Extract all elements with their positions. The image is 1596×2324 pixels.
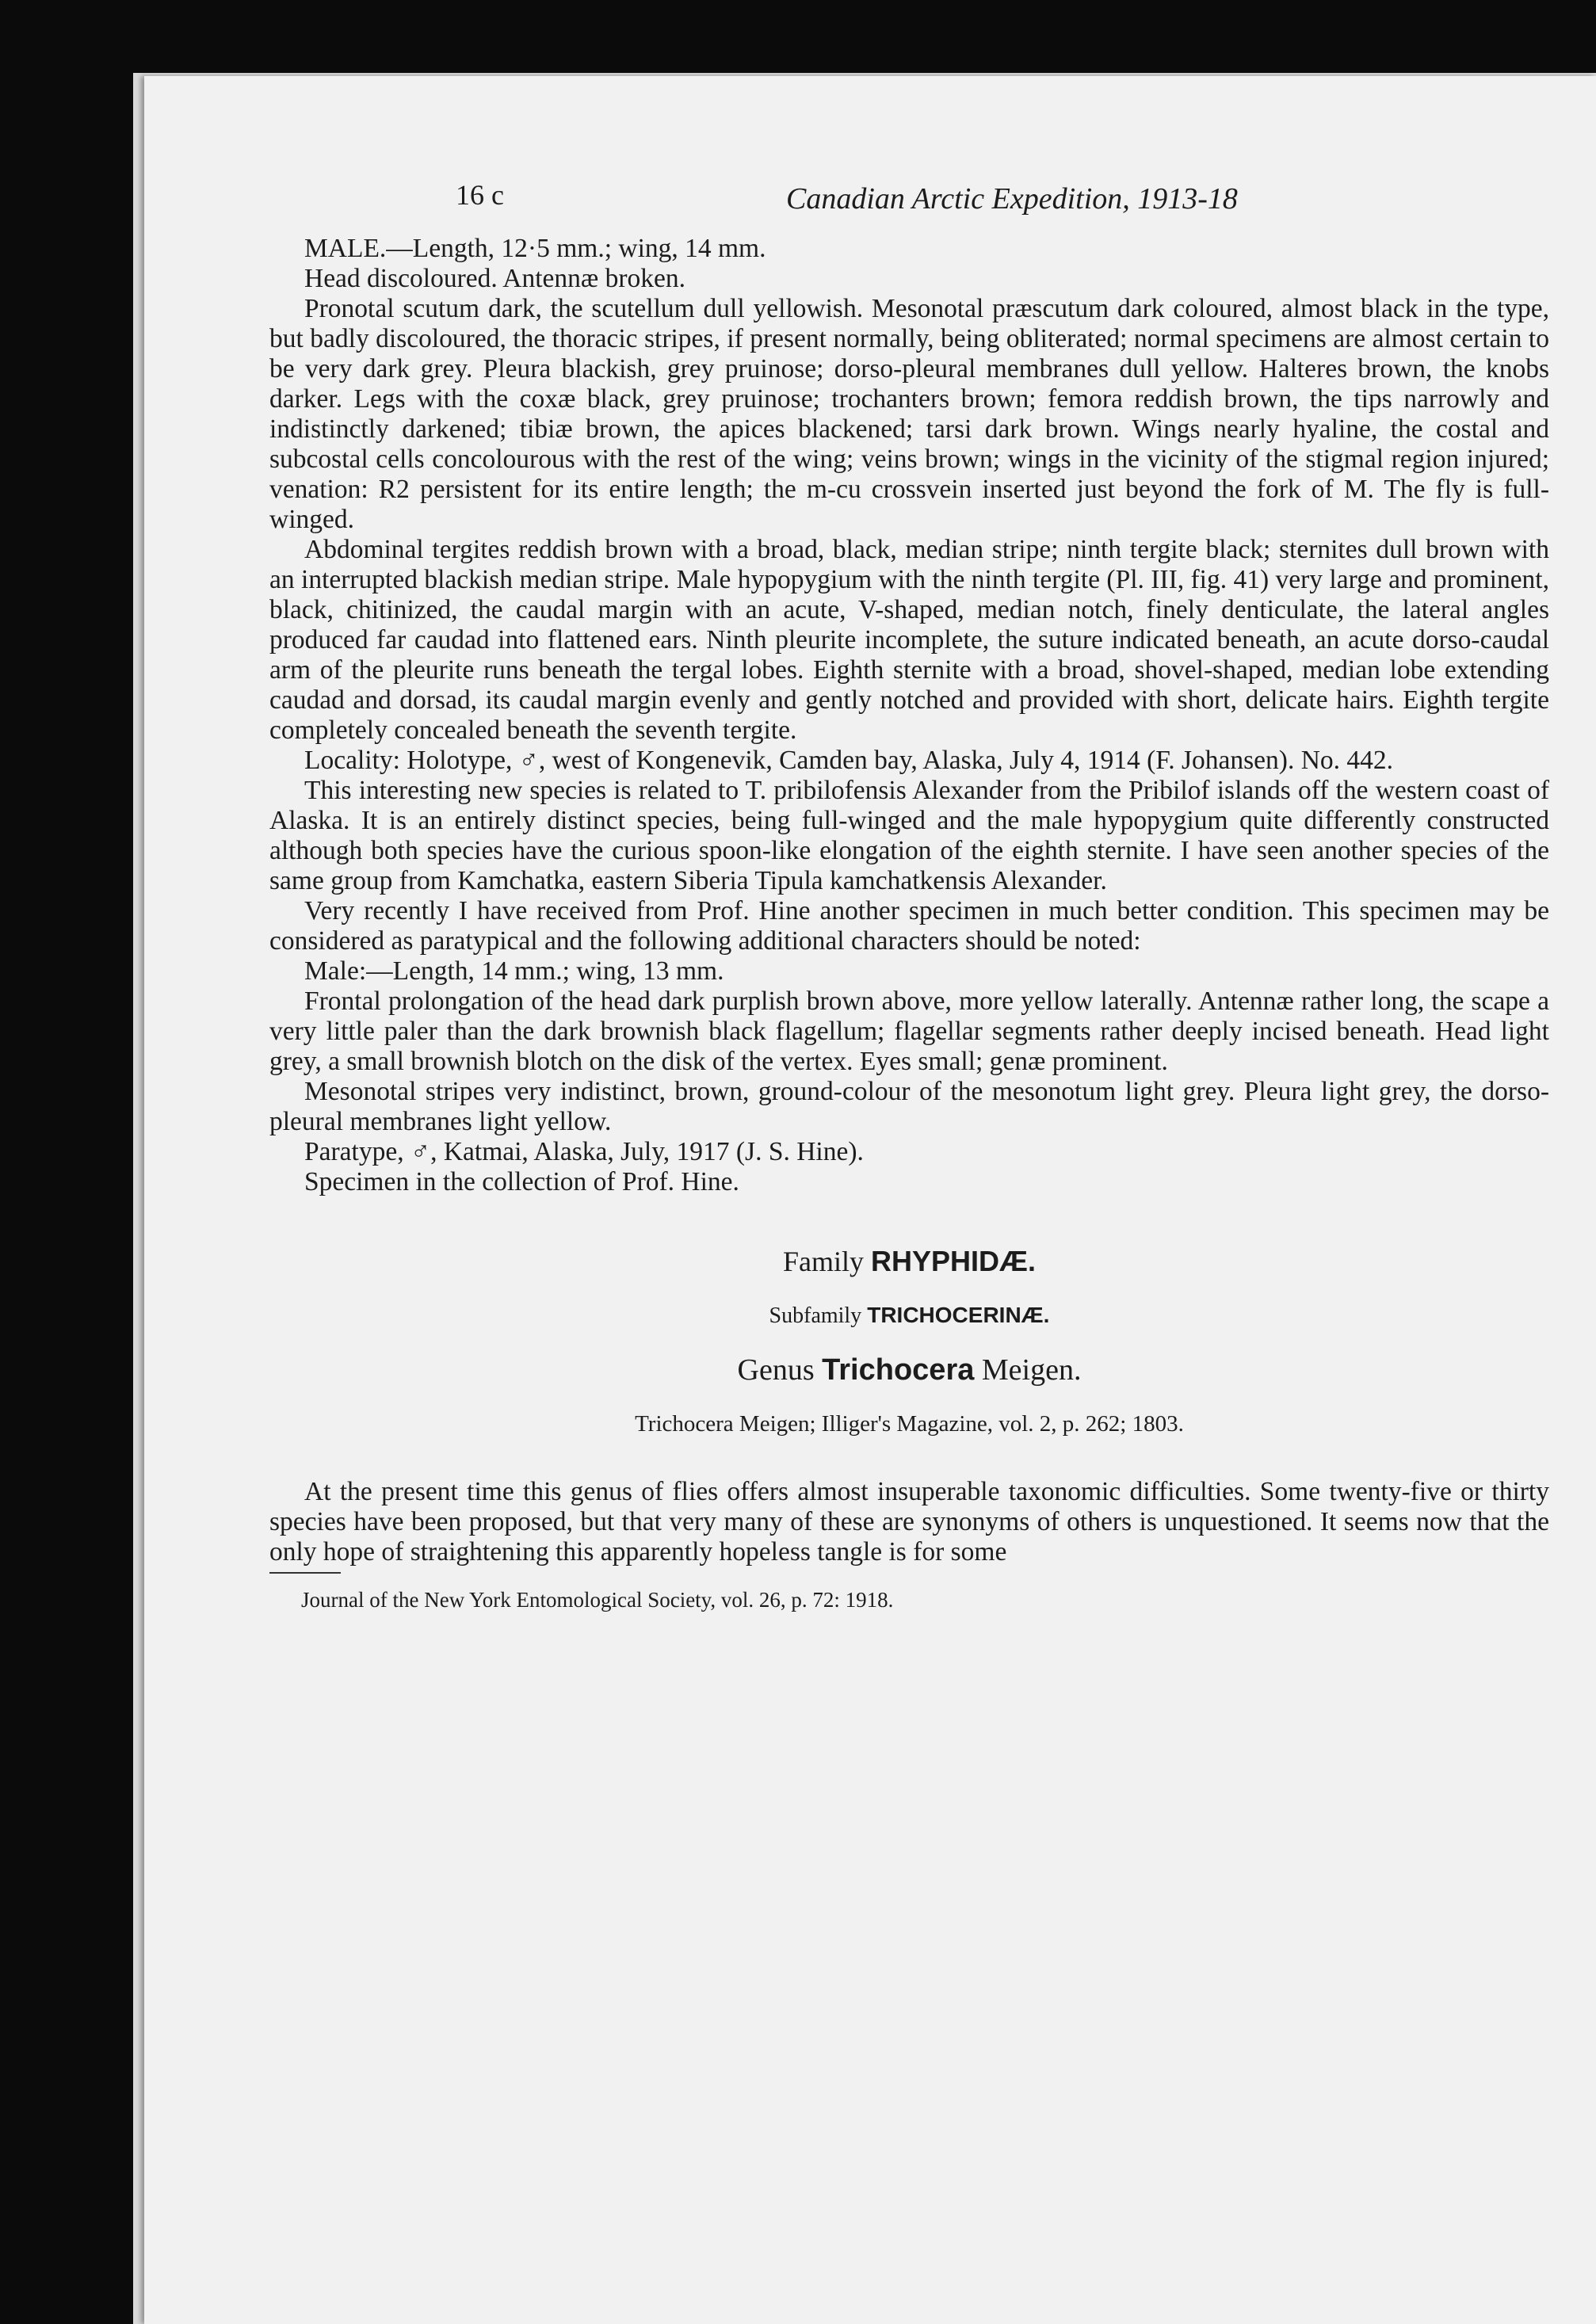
paragraph-genus-intro: At the present time this genus of flies offers almost insuperable taxonomic difficulties. Some twenty-five or thirty species have been proposed, but that very many of these are synonyms of others is unquestioned. It seems now that the only hope of straightening this apparently hopeless tangle is for some — [269, 1477, 1549, 1567]
subfamily-heading — [269, 1300, 1549, 1331]
genus-prefix: Genus — [737, 1353, 815, 1387]
genus-heading — [269, 1355, 1549, 1385]
paragraph-paratype-thorax: Mesonotal stripes very indistinct, brown, ground-colour of the mesonotum light grey. Pleura light grey, the dorso-pleural membranes light yellow. — [269, 1077, 1549, 1136]
family-name: RHYPHIDÆ. — [870, 1245, 1037, 1277]
paragraph-relation: This interesting new species is related to T. pribilofensis Alexander from the Pribilof islands off the western coast of Alaska. It is an entirely distinct species, being full-winged and the male hypopygium quite differently constructed although both species have the curious spoon-like elongation of the eighth sternite. I have seen another species of the same group from Kamchatka, eastern Siberia Tipula kamchatkensis Alexander. — [269, 776, 1549, 895]
genus-citation: Trichocera Meigen; Illiger's Magazine, vol. 2, p. 262; 1803. — [635, 1411, 1184, 1437]
running-title: Canadian Arctic Expedition, 1913-18 — [786, 182, 1238, 216]
page-number: 16 c — [456, 179, 504, 211]
family-prefix: Family — [782, 1246, 864, 1277]
paragraph-locality: Locality: Holotype, ♂, west of Kongenevik, Camden bay, Alaska, July 4, 1914 (F. Johansen). No. 442. — [304, 746, 1394, 775]
paragraph-thorax: Pronotal scutum dark, the scutellum dull yellowish. Mesonotal præscutum dark coloured, almost black in the type, but badly discoloured, the thoracic stripes, if present normally, being obliterated; normal specimens are almost certain to be very dark grey. Pleura blackish, grey pruinose; dorso-pleural membranes dull yellow. Halteres brown, the knobs darker. Legs with the coxæ black, grey pruinose; trochanters brown; femora reddish brown, the tips narrowly and indistinctly darkened; tibiæ brown, the apices blackened; tarsi dark brown. Wings nearly hyaline, the costal and subcostal cells concolourous with the rest of the wing; veins brown; wings in the vicinity of the stigmal region injured; venation: R2 persistent for its entire length; the m-cu crossvein inserted just beyond the fork of M. The fly is full-winged. — [269, 294, 1549, 534]
paragraph-paratype-intro: Very recently I have received from Prof. Hine another specimen in much better condition. This specimen may be considered as paratypical and the following additional characters should be noted: — [269, 896, 1549, 956]
subfamily-prefix: Subfamily — [769, 1303, 862, 1328]
body-text — [269, 234, 1549, 1615]
paragraph-male-length: MALE.—Length, 12·5 mm.; wing, 14 mm. — [304, 234, 766, 263]
paragraph-abdomen: Abdominal tergites reddish brown with a broad, black, median stripe; ninth tergite black; sternites dull brown with an interrupted blackish median stripe. Male hypopygium with the ninth tergite (Pl. III, fig. 41) very large and prominent, black, chitinized, the caudal margin with an acute, V-shaped, median notch, finely denticulate, the lateral angles produced far caudad into flattened ears. Ninth pleurite incomplete, the suture indicated beneath, an acute dorso-caudal arm of the pleurite runs beneath the tergal lobes. Eighth sternite with a broad, shovel-shaped, median lobe extending caudad and dorsad, its caudal margin evenly and gently notched and provided with short, delicate hairs. Eighth tergite completely concealed beneath the seventh tergite. — [269, 535, 1549, 745]
footnote: Journal of the New York Entomological Society, vol. 26, p. 72: 1918. — [301, 1588, 894, 1612]
paragraph-specimen: Specimen in the collection of Prof. Hine. — [304, 1167, 739, 1196]
footnote-rule — [269, 1572, 341, 1574]
paragraph-paratype-head: Frontal prolongation of the head dark purplish brown above, more yellow laterally. Antennæ rather long, the scape a very little paler than the dark brownish black flagellum; flagellar segments rather deeply incised beneath. Head light grey, a small brownish blotch on the disk of the vertex. Eyes small; genæ prominent. — [269, 986, 1549, 1076]
page-header — [269, 178, 1549, 234]
genus-name: Trichocera — [822, 1353, 975, 1387]
page-content — [269, 178, 1549, 1612]
paragraph-head: Head discoloured. Antennæ broken. — [304, 264, 685, 293]
family-heading — [269, 1246, 1549, 1276]
genus-author: Meigen. — [981, 1353, 1082, 1387]
paragraph-paratype-length: Male:—Length, 14 mm.; wing, 13 mm. — [304, 956, 724, 986]
subfamily-name: TRICHOCERINÆ. — [867, 1303, 1050, 1327]
paragraph-paratype-locality: Paratype, ♂, Katmai, Alaska, July, 1917 (J. S. Hine). — [304, 1137, 864, 1166]
